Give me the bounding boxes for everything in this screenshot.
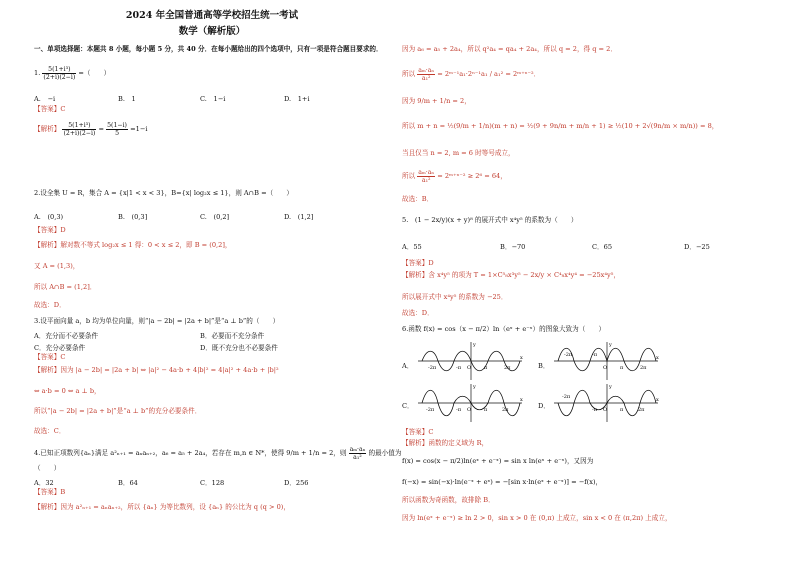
q1-option-d: D. 1+i [284,95,310,103]
tick-neg-2pi: -2π [564,352,573,358]
tick-pi: π [484,407,488,413]
q3-option-d: D．既不充分也不必要条件 [200,344,278,352]
axis-x: x [656,397,659,403]
q4-paren: （ ） [34,464,61,472]
q4-answer: 【答案】B [34,488,66,496]
q1-tail: =（ ） [78,69,111,77]
tick-neg-2pi: -2π [426,407,435,413]
section-heading: 一、单项选择题：本题共 8 小题，每小题 5 分，共 40 分．在每小题给出的四个选项中，只有一项是符合题目要求的． [34,45,383,53]
q4-stem-text: 4.已知正项数列{aₙ}满足 a²ₙ₊₁ = aₙaₙ₊₂，a₆ = a₅ + 2a₄，若存在 m,n ∈ N*，使得 9/m + 1/n = 2，则 [34,449,347,457]
question-1-stem [34,60,390,86]
q1-option-b: B. 1 [118,95,136,103]
q1-number: 1. [34,69,41,77]
q4-sol7-num: aₘ·aₙ [418,168,435,176]
q6-graph-a [416,340,526,382]
q6-graph-b [552,340,662,382]
q3-solution-3: 所以“|a − 2b| = |2a + b|”是“a ⊥ b”的充分必要条件． [34,407,202,415]
q1-solution-frac1 [62,122,96,137]
q6-answer: 【答案】C [402,428,434,436]
q3-option-a: A．充分而不必要条件 [34,332,99,340]
q5-option-a: A．55 [402,243,422,251]
axis-y: y [473,342,476,348]
q4-num: aₘ·aₙ [349,445,366,453]
q1-sol-mid-num: 5(1−i) [107,121,127,129]
q4-sol3-num: aₘ·aₙ [418,66,435,74]
q6-label-b: B． [538,362,550,370]
q2-solution-2: 又 A = (1,3)， [34,262,80,270]
q4-solution-7 [402,166,772,186]
q2-option-d: D. (1,2] [284,213,314,221]
q4-stem-tail: 的最小值为 [368,449,402,457]
q5-option-b: B．−70 [500,243,526,251]
q2-option-b: B. (0,3] [118,213,148,221]
q3-option-b: B．必要而不充分条件 [200,332,265,340]
question-3-stem: 3.设平面向量 a，b 均为单位向量，则“|a − 2b| = |2a + b|”是“a ⊥ b”的（ ） [34,317,280,325]
q4-sol3-frac [417,67,435,82]
tick-2pi: 2π [640,365,647,371]
q6-solution-5: 因为 ln(eˣ + e⁻ˣ) ≥ ln 2 > 0，sin x > 0 在 (0,π) 上成立，sin x < 0 在 (π,2π) 上成立， [402,514,672,522]
q1-sol-den: (2+i)(2−i) [63,129,96,137]
q4-option-c: C．128 [200,479,225,487]
q1-fraction [42,66,76,81]
axis-y: y [609,342,612,348]
q4-solution-2: 因为 a₆ = a₅ + 2a₄，所以 q²a₄ = qa₄ + 2a₄，所以 q = 2，得 q = 2． [402,45,617,53]
q6-solution-3: f(−x) = sin(−x)·ln(e⁻ˣ + eˣ) = −[sin x·ln(eˣ + e⁻ˣ)] = −f(x)， [402,478,603,486]
q4-option-a: A．32 [34,479,54,487]
q2-option-a: A. (0,3) [34,213,64,221]
q1-option-a: A. −i [34,95,56,103]
tick-neg-pi: -π [456,407,461,413]
axis-x: x [656,355,659,361]
q4-solution-1: 【解析】因为 a²ₙ₊₁ = aₙaₙ₊₂，所以 {aₙ} 为等比数列，设 {aₙ} 的公比为 q (q > 0)， [34,503,290,511]
q3-solution-1: 【解析】因为 |a − 2b| = |2a + b| ⇔ |a|² − 4a·b + 4|b|² = 4|a|² + 4a·b + |b|² [34,366,279,374]
q1-sol-num: 5(1+i³) [62,122,96,130]
tick-neg-pi: -π [456,365,461,371]
axis-y: y [609,384,612,390]
q5-answer: 【答案】D [402,259,434,267]
q6-solution-1: 【解析】函数的定义域为 R， [402,439,489,447]
q4-sol7-den: a₁² [421,176,431,184]
q4-sol3-den: a₁² [421,74,431,82]
q1-sol-tail: =1−i [130,125,148,133]
question-2-stem: 2.设全集 U = R，集合 A = {x|1 < x < 3}，B={x| log₂x ≤ 1}，则 A∩B =（ ） [34,189,294,197]
left-column [34,0,402,561]
q6-label-d: D． [538,402,550,410]
question-4-stem [34,444,402,462]
q6-graph-d [552,382,662,424]
right-column [402,0,772,561]
q1-option-c: C. 1−i [200,95,226,103]
q4-den: a₁² [353,453,362,461]
q5-solution-1: 【解析】含 x⁴y⁵ 的项为 T = 1×C⁵₈x³y⁵ − 2x/y × C⁴₈x⁴y⁴ = −25x⁴y⁵， [402,271,620,279]
page-title: 2024 年全国普通高等学校招生统一考试 [125,10,299,21]
q4-option-b: B．64 [118,479,138,487]
q4-sol3-lead: 所以 [402,70,416,78]
q4-fraction [349,446,367,461]
tick-neg-pi: -π [592,352,597,358]
q6-solution-4: 所以函数为奇函数，故排除 B． [402,496,495,504]
q1-solution-frac2 [106,122,128,137]
q4-solution-6: 当且仅当 n = 2, m = 6 时等号成立， [402,149,515,157]
q3-option-c: C．充分必要条件 [34,344,86,352]
q5-option-c: C．65 [592,243,613,251]
q4-sol3-tail: = 2ᵐ⁻¹a₁·2ⁿ⁻¹a₁ / a₁² = 2ᵐ⁺ⁿ⁻²． [437,70,541,78]
q6-solution-2 [402,457,772,465]
q2-solution-1: 【解析】解对数不等式 log₂x ≤ 1 得：0 < x ≤ 2，即 B = (0,2]， [34,241,232,249]
tick-2pi: 2π [638,407,645,413]
q2-solution-3: 所以 A∩B = (1,2]． [34,283,97,291]
tick-2pi: 2π [504,365,511,371]
q1-solution: 【解析】 $\frac{\text{5(1+i³)}}{(2+i)(2-i)}$ = $\frac{5(1-i)}{5}$ =1−i [34,121,148,137]
q1-den: (2+i)(2−i) [43,73,76,81]
question-5-stem: 5. (1 − 2x/y)(x + y)⁸ 的展开式中 x⁴y⁵ 的系数为（ ） [402,216,578,224]
q6-graph-c [416,382,526,424]
tick-neg-2pi: -2π [562,394,571,400]
q2-answer: 【答案】D [34,226,66,234]
q4-sol7-lead: 所以 [402,172,416,180]
q1-solution-label: 【解析】 [34,125,61,133]
q4-solution-4: 因为 9/m + 1/n = 2， [402,97,471,105]
q3-answer: 【答案】C [34,353,66,361]
q3-pick: 故选：C． [34,427,66,435]
q4-sol7-frac [417,169,435,184]
tick-origin: O [603,407,608,413]
tick-origin: O [467,365,472,371]
tick-2pi: 2π [502,407,509,413]
q2-pick: 故选：D． [34,301,66,309]
q1-num: 5(1+i³) [42,66,76,74]
q4-solution-5: 所以 m + n = ½(9/m + 1/n)(m + n) = ½(9 + 9n/m + m/n + 1) ≥ ½(10 + 2√(9n/m × m/n)) = 8， [402,122,719,130]
page-subtitle: 数学（解析版） [178,26,246,37]
axis-y: y [473,384,476,390]
q1-answer: 【答案】C [34,105,66,113]
q5-option-d: D．−25 [684,243,710,251]
q4-sol7-tail: = 2ᵐ⁺ⁿ⁻² ≥ 2⁶ = 64， [437,172,507,180]
tick-pi: π [620,407,624,413]
q3-solution-2: ⇔ a·b = 0 ⇔ a ⊥ b， [34,387,101,395]
q5-pick: 故选：D． [402,309,434,317]
q2-option-c: C. (0,2] [200,213,230,221]
tick-neg-2pi: -2π [428,365,437,371]
q1-sol-mid-den: 5 [115,129,119,137]
q6-sol2-text: f(x) = cos(x − π/2)ln(eˣ + e⁻ˣ) = sin x ln(eˣ + e⁻ˣ)，又因为 [402,457,594,465]
tick-origin: O [467,407,472,413]
tick-origin: O [603,365,608,371]
tick-pi: π [620,365,624,371]
question-6-stem: 6.函数 f(x) = cos（x − π/2）ln（eˣ + e⁻ˣ）的图象大致为（ ） [402,325,606,333]
q5-solution-2: 所以展开式中 x⁴y⁵ 的系数为 −25． [402,293,508,301]
q4-pick: 故选：B． [402,195,434,203]
tick-pi: π [484,365,488,371]
axis-x: x [520,355,523,361]
axis-x: x [520,397,523,403]
q6-label-c: C． [402,402,414,410]
q4-solution-3 [402,64,772,84]
tick-neg-pi: -π [592,407,597,413]
q4-option-d: D．256 [284,479,309,487]
q6-label-a: A． [402,362,414,370]
